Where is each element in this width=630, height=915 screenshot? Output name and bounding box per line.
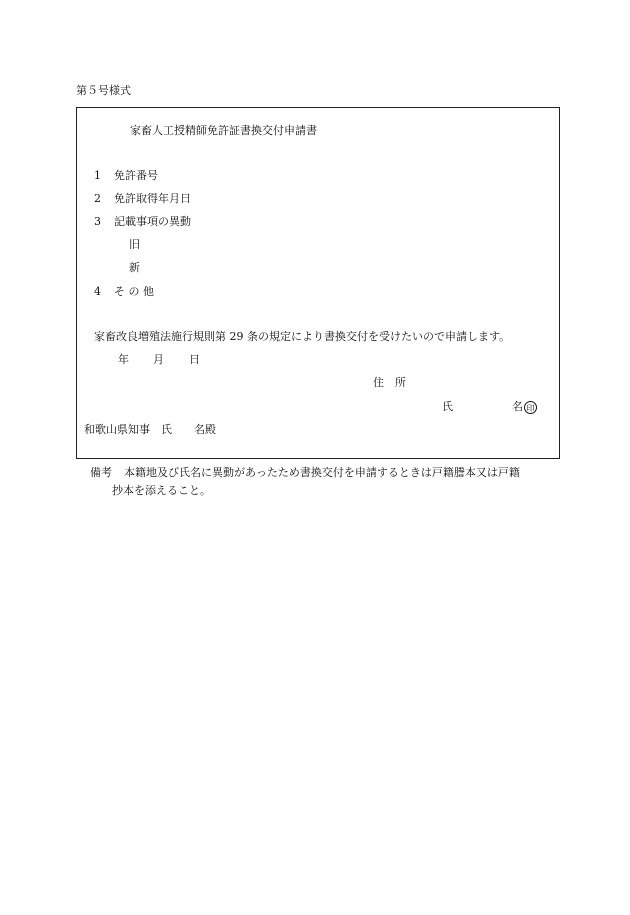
remarks-label: 備考 — [90, 466, 112, 479]
form-title: 家畜人工授精師免許証書換交付申請書 — [130, 124, 317, 137]
day-label: 日 — [189, 353, 200, 366]
remarks-line-1: 本籍地及び氏名に異動があったため書換交付を申請するときは戸籍謄本又は戸籍 — [124, 466, 520, 479]
item-1-label: 免許番号 — [114, 169, 158, 182]
year-label: 年 — [118, 353, 129, 366]
old-label: 旧 — [129, 238, 140, 251]
item-3-label: 記載事項の異動 — [114, 215, 191, 228]
addressee: 和歌山県知事 氏 名殿 — [84, 423, 216, 436]
form-number: 第５号様式 — [76, 84, 131, 97]
item-2-label: 免許取得年月日 — [114, 192, 191, 205]
item-3-number: 3 — [94, 215, 101, 228]
item-4-number: 4 — [94, 285, 101, 298]
new-label: 新 — [129, 261, 140, 274]
item-1-number: 1 — [94, 169, 101, 182]
seal-icon: 印 — [524, 401, 537, 414]
name-label-family: 氏 — [442, 400, 453, 413]
application-form-frame — [76, 107, 560, 459]
name-label-given — [512, 400, 537, 414]
name-label-given-text: 名 — [512, 400, 523, 413]
remarks-line-2: 抄本を添えること。 — [112, 484, 211, 497]
address-label: 住 所 — [373, 376, 406, 389]
item-2-number: 2 — [94, 192, 101, 205]
month-label: 月 — [153, 353, 164, 366]
application-statement: 家畜改良増殖法施行規則第 29 条の規定により書換交付を受けたいので申請します。 — [94, 330, 511, 343]
item-4-label: そ の 他 — [114, 285, 154, 298]
